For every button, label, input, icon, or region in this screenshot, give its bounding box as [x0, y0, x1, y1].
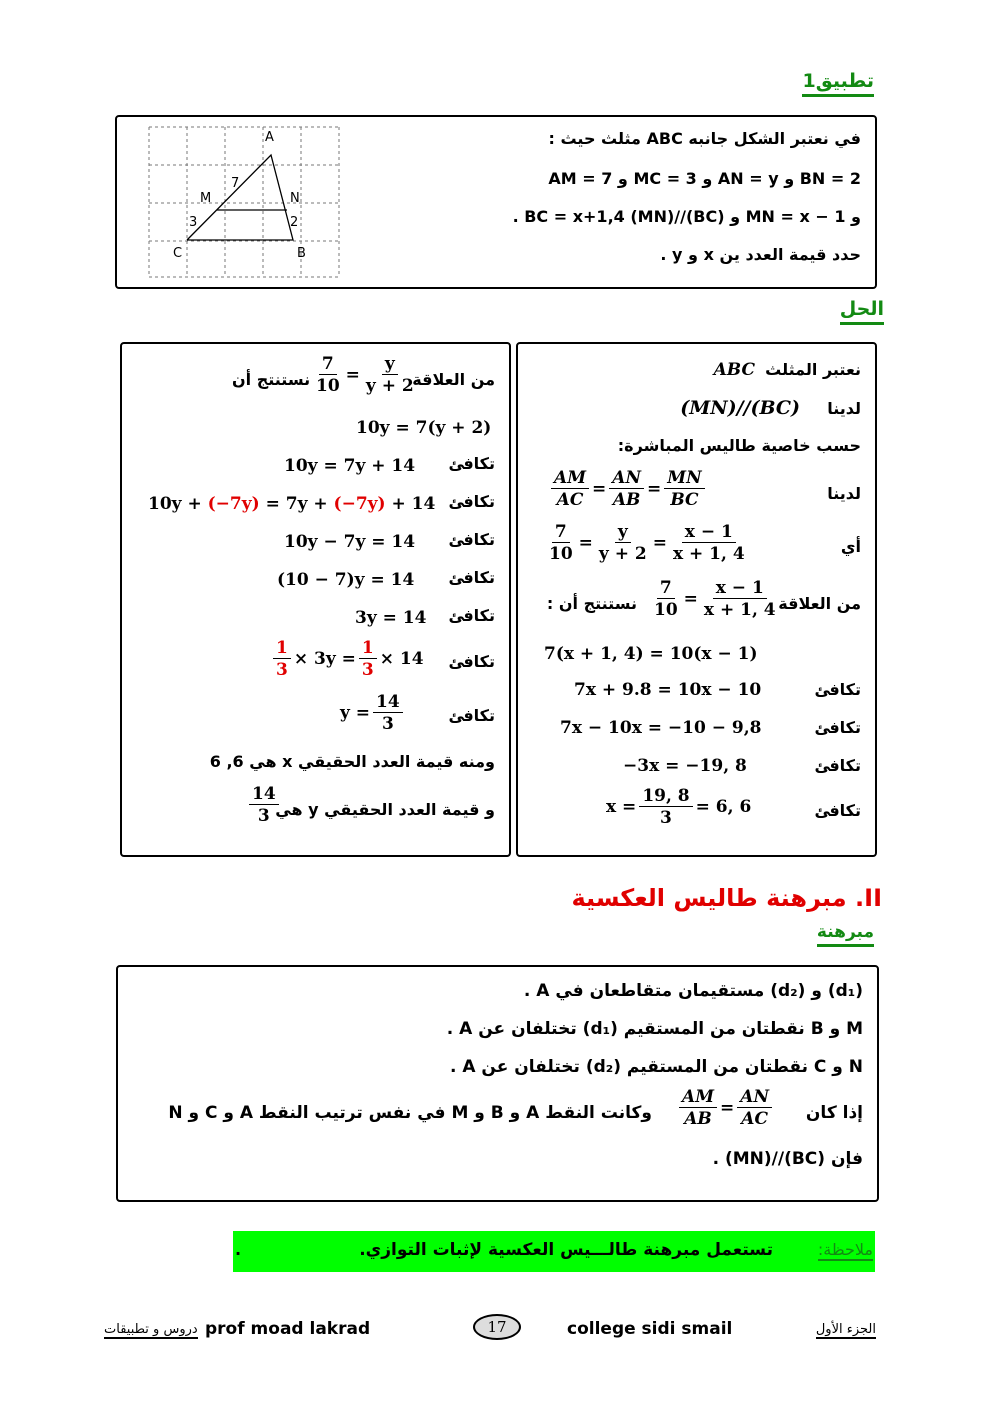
math: 10y − 7y = 14 [284, 532, 416, 552]
fraction-equality: $\frac{AM}{AB}$ = $\frac{AN}{AC}$ [676, 1087, 775, 1130]
label-n: N [290, 191, 300, 206]
triangle-figure [147, 125, 342, 280]
line-label: حسب خاصية طاليس المباشرة: [617, 436, 861, 455]
label-a: A [265, 130, 274, 145]
theorem-box [116, 965, 879, 1202]
note-text: تستعمل مبرهنة طالـــيس العكسية لإثبات التوازي. [359, 1240, 773, 1260]
fraction-equality: $\frac{7}{10}$ = $\frac{y}{y + 2}$ = $\frac{x - 1}{x + 1, 4}$ [549, 522, 745, 564]
note-bar [233, 1231, 875, 1272]
theorem-conclusion: فإن (BC)//(MN) . [712, 1149, 863, 1169]
exercise-box [115, 115, 877, 289]
math: 10y + (−7y) = 7y + (−7y) + 14 [148, 494, 436, 514]
if-label: إذا كان [805, 1103, 863, 1123]
equiv-label: تكافئ [448, 606, 495, 625]
math: 7(x + 1, 4) = 10(x − 1) [544, 644, 758, 664]
label-m: M [200, 191, 212, 206]
exercise-line: في نعتبر الشكل جانبه ABC مثلث حيث : [548, 129, 861, 148]
conclusion-x: ومنه قيمة العدد الحقيقي x هي 6, 6 [209, 752, 495, 771]
math: 10y = 7(y + 2) [356, 418, 492, 438]
line-label: نعتبر المثلث [765, 360, 861, 379]
equiv-label: تكافئ [448, 492, 495, 511]
solution-title: الحل [840, 298, 884, 325]
math: 10y = 7y + 14 [284, 456, 416, 476]
label-c: C [173, 246, 183, 261]
line-label: من العلاقة [412, 370, 495, 389]
equiv-label: تكافئ [448, 530, 495, 549]
conclusion-y: و قيمة العدد الحقيقي y هي [275, 800, 495, 819]
line-label: من العلاقة [778, 594, 861, 613]
theorem-line: M و B نقطتان من المستقيم (d₁) تختلفان عن A . [446, 1019, 863, 1039]
math: (10 − 7)y = 14 [277, 570, 415, 590]
math: ABC [713, 360, 755, 380]
math: (MN)//(BC) [680, 397, 800, 419]
equiv-label: تكافئ [814, 718, 861, 737]
line-label: أي [840, 537, 861, 556]
equiv-label: تكافئ [814, 756, 861, 775]
theorem-line: وكانت النقط A و B و M في نفس ترتيب النقط A و C و N [168, 1103, 652, 1123]
page-number: 17 [473, 1314, 521, 1340]
note-dot: . [235, 1240, 242, 1259]
equiv-label: تكافئ [448, 568, 495, 587]
theorem-line: (d₁) و (d₂) مستقيمان متقاطعان في A . [523, 981, 863, 1001]
section-title: مبرهنة طاليس العكسية [571, 884, 847, 912]
equiv-label: تكافئ [448, 652, 495, 671]
line-label: لدينا [827, 484, 861, 503]
label-mc: 3 [189, 215, 198, 230]
footer-part: الجزء الأول [815, 1322, 876, 1337]
equiv-label: تكافئ [814, 680, 861, 699]
fraction-equality: $\frac{7}{10}$ = $\frac{x - 1}{x + 1, 4}$ [654, 578, 776, 620]
equiv-label: تكافئ [448, 454, 495, 473]
exercise-title: تطبيق1 [802, 70, 874, 97]
label-am: 7 [231, 176, 240, 191]
label-b: B [297, 246, 306, 261]
math-fraction: $\frac{14}{3}$ [246, 784, 282, 827]
line-label: نستنتج أن [232, 370, 311, 389]
exercise-line: BN = 2 و AN = y و MC = 3 و AM = 7 [548, 169, 861, 188]
fraction-equality: $\frac{7}{10}$ = $\frac{y}{y + 2}$ [316, 354, 414, 396]
math: 7x − 10x = −10 − 9,8 [560, 718, 762, 738]
footer-author: prof moad lakrad [205, 1319, 371, 1339]
solution-left-box [120, 342, 511, 857]
exercise-line: حدد قيمة العدد ين x و y . [660, 245, 861, 264]
footer-lessons: دروس و تطبيقات [104, 1322, 198, 1337]
math: 3y = 14 [355, 608, 427, 628]
exercise-line: و MN = x − 1 و BC = x+1,4 (MN)//(BC) . [512, 207, 861, 226]
math-fraction: $\frac{1}{3}$ × 3y = $\frac{1}{3}$ × 14 [270, 638, 424, 681]
math-fraction: x = $\frac{19, 8}{3}$ = 6, 6 [606, 786, 752, 828]
equiv-label: تكافئ [814, 801, 861, 820]
solution-right-box [516, 342, 877, 857]
note-label: ملاحظة: [817, 1240, 873, 1259]
section-heading [572, 884, 883, 912]
theorem-line: N و C نقطتان من المستقيم (d₂) تختلفان عن A . [449, 1057, 863, 1077]
theorem-subtitle: مبرهنة [817, 922, 874, 947]
line-label: لدينا [827, 399, 861, 418]
equiv-label: تكافئ [448, 706, 495, 725]
label-nb: 2 [290, 215, 299, 230]
math-fraction: y = $\frac{14}{3}$ [340, 692, 406, 735]
fraction-equality: $\frac{AM}{AC}$ = $\frac{AN}{AB}$ = $\frac{MN}{BC}$ [548, 468, 708, 511]
math: 7x + 9.8 = 10x − 10 [574, 680, 762, 700]
line-label: نستنتج أن : [546, 594, 637, 613]
section-number: .II [855, 884, 882, 912]
footer-school: college sidi smail [567, 1319, 733, 1339]
math: −3x = −19, 8 [623, 756, 747, 776]
